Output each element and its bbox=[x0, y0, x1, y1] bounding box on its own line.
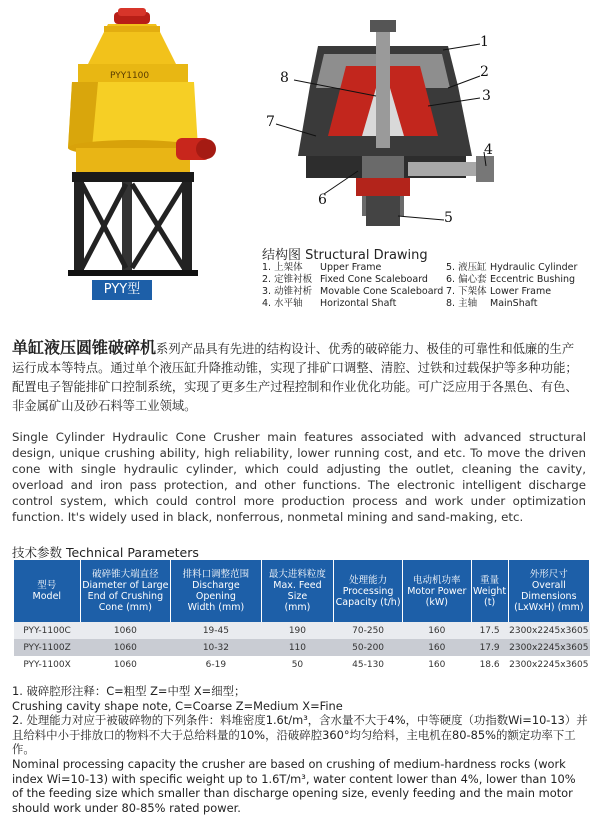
table-row bbox=[14, 622, 590, 639]
callout-6: 6 bbox=[318, 192, 327, 208]
table-cell: 17.9 bbox=[471, 639, 508, 656]
callout-2: 2 bbox=[480, 64, 489, 80]
product-title: 单缸液压圆锥破碎机 bbox=[12, 338, 157, 357]
table-cell: 17.5 bbox=[471, 622, 508, 639]
table-cell: 70-250 bbox=[334, 622, 403, 639]
legend-item: 6. 偏心套 Eccentric Bushing bbox=[446, 274, 576, 285]
callout-5: 5 bbox=[444, 210, 453, 226]
technical-parameters-title: 技术参数 Technical Parameters bbox=[12, 545, 199, 560]
table-cell: 6-19 bbox=[171, 656, 262, 673]
table-cell: 160 bbox=[403, 656, 472, 673]
parts-legend-left bbox=[262, 262, 443, 310]
legend-item: 8. 主轴 MainShaft bbox=[446, 298, 538, 309]
header-motor-power: 电动机功率 Motor Power (kW) bbox=[403, 560, 472, 622]
table-cell: 160 bbox=[403, 622, 472, 639]
header-discharge: 排料口调整范围 Discharge Opening Width (mm) bbox=[171, 560, 262, 622]
table-cell: 50-200 bbox=[334, 639, 403, 656]
technical-parameters-table bbox=[14, 560, 590, 673]
table-cell: 2300x2245x3605 bbox=[508, 622, 589, 639]
notes bbox=[12, 684, 590, 815]
note-2-cn: 2. 处理能力对应于被破碎物的下列条件：料堆密度1.6t/m³，含水量不大于4%，中等硬度（功指数Wi=10-13）并且给料中小于排放口的物料不大于总给料量的10%，沿破碎腔360°均匀给料，主电机在80-85%的额定功率下工作。 bbox=[12, 713, 588, 757]
header-diameter: 破碎锥大端直径 Diameter of Large End of Crushing Cone (mm) bbox=[80, 560, 171, 622]
table-cell: 2300x2245x3605 bbox=[508, 639, 589, 656]
table-cell: 1060 bbox=[80, 622, 171, 639]
table-cell: 10-32 bbox=[171, 639, 262, 656]
note-2-en: Nominal processing capacity the crusher are based on crushing of medium-hardness rocks (work index Wi=10-13) with specific weight up to 1.6T/m³, water content lower than 4%, lower than 10% of the feeding size which smaller than discharge opening size, evenly feeding and the main motor should work under 80-85% rated power. bbox=[12, 756, 576, 815]
header-weight: 重量 Weight (t) bbox=[471, 560, 508, 622]
table-cell: 1060 bbox=[80, 656, 171, 673]
callout-1: 1 bbox=[480, 34, 489, 50]
callout-4: 4 bbox=[484, 142, 493, 158]
table-row bbox=[14, 639, 590, 656]
table-cell: 18.6 bbox=[471, 656, 508, 673]
table-cell: PYY-1100X bbox=[14, 656, 80, 673]
structural-drawing-title: 结构图 Structural Drawing bbox=[262, 248, 428, 263]
callout-8: 8 bbox=[280, 70, 289, 86]
table-cell: 1060 bbox=[80, 639, 171, 656]
legend-item: 3. 动锥衬析 Movable Cone Scaleboard bbox=[262, 286, 444, 297]
header-model: 型号 Model bbox=[14, 560, 80, 622]
header-feed-size: 最大进料粒度 Max. Feed Size (mm) bbox=[261, 560, 334, 622]
legend-item: 4. 水平轴 Horizontal Shaft bbox=[262, 298, 397, 309]
table-row bbox=[14, 656, 590, 673]
note-1-en: Crushing cavity shape note, C=Coarse Z=Medium X=Fine bbox=[12, 698, 343, 713]
table-cell: 45-130 bbox=[334, 656, 403, 673]
intro-chinese-body: 系列产品具有先进的结构设计、优秀的破碎能力、极佳的可靠性和低廉的生产运行成本等特点。通过单个液压缸升降推动锥，实现了排矿口调整、清腔、过铁和过载保护等多种功能；配置电子智能排矿口控制系统，实现了更多生产过程控制和作业优化功能。可广泛应用于各黑色、有色、非金属矿山及砂石料等工业领域。 bbox=[12, 342, 578, 413]
legend-item: 1. 上架体 Upper Frame bbox=[262, 262, 382, 273]
legend-item: 2. 定锥衬板 Fixed Cone Scaleboard bbox=[262, 274, 428, 285]
table-cell: PYY-1100Z bbox=[14, 639, 80, 656]
intro-english: Single Cylinder Hydraulic Cone Crusher main features associated with advanced structural design, unique crushing ability, high reliability, lower running cost, and etc. To move the driven cone with single hydraulic cylinder, which could adjusting the outlet, cleaning the cavity, overload and iron pass protection, and other functions. The electronic intelligent discharge control system, which could control more production process and work under optimization function. It's widely used in black, nonferrous, nonmetal mining and sand-making, etc. bbox=[12, 430, 586, 524]
table-cell: PYY-1100C bbox=[14, 622, 80, 639]
header-capacity: 处理能力 Processing Capacity (t/h) bbox=[334, 560, 403, 622]
table-cell: 19-45 bbox=[171, 622, 262, 639]
nameplate-text: PYY1100 bbox=[110, 71, 150, 81]
legend-item: 7. 下架体 Lower Frame bbox=[446, 286, 552, 297]
table-cell: 160 bbox=[403, 639, 472, 656]
note-1-cn: 1. 破碎腔形注释：C=粗型 Z=中型 X=细型； bbox=[12, 684, 246, 698]
header-dimensions: 外形尺寸 Overall Dimensions (LxWxH) (mm) bbox=[508, 560, 589, 622]
legend-item: 5. 液压缸 Hydraulic Cylinder bbox=[446, 262, 578, 273]
callout-3: 3 bbox=[482, 88, 491, 104]
table-cell: 110 bbox=[261, 639, 334, 656]
model-label-badge: PYY型 bbox=[92, 280, 152, 300]
table-cell: 50 bbox=[261, 656, 334, 673]
table-cell: 190 bbox=[261, 622, 334, 639]
product-photo bbox=[48, 8, 218, 278]
structural-drawing bbox=[258, 6, 508, 236]
intro-chinese bbox=[12, 338, 586, 416]
callout-7: 7 bbox=[266, 114, 275, 130]
table-header-row bbox=[14, 560, 590, 622]
table-cell: 2300x2245x3605 bbox=[508, 656, 589, 673]
parts-legend-right bbox=[446, 262, 577, 310]
